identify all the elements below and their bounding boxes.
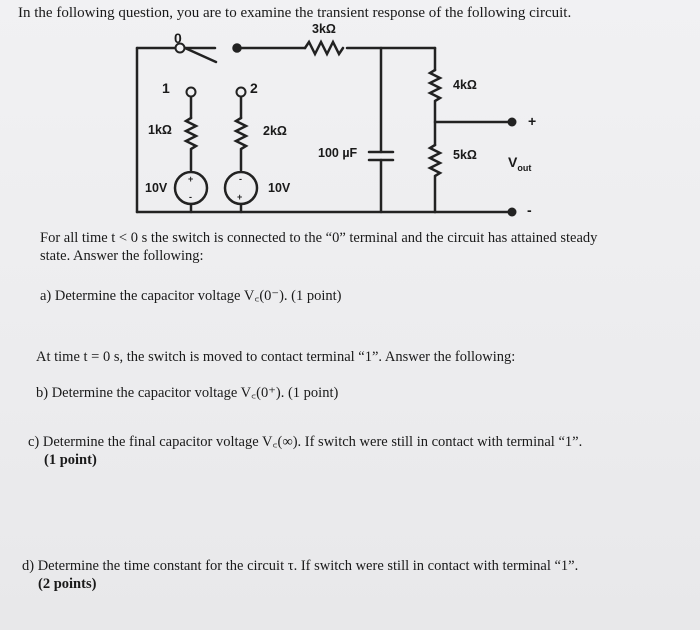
question-c-line-1: c) Determine the final capacitor voltage V꜀(∞). If switch were still in contact with terminal “1”.: [28, 434, 583, 450]
resistor-3k-label: 3kΩ: [312, 22, 336, 36]
svg-text:+: +: [188, 174, 194, 184]
resistor-5k: [430, 145, 440, 176]
resistor-4k-label: 4kΩ: [453, 78, 477, 92]
vout-label: [508, 154, 531, 173]
resistor-2k-label: 2kΩ: [263, 124, 287, 138]
intro-text: In the following question, you are to examine the transient response of the following circuit.: [18, 5, 572, 21]
svg-text:-: -: [189, 192, 192, 202]
resistor-1k: [186, 118, 196, 149]
capacitor-label: 100 µF: [318, 146, 358, 160]
vout-minus-label: -: [527, 202, 532, 218]
vout-letter: V: [508, 154, 518, 170]
paragraph-2: At time t = 0 s, the switch is moved to contact terminal “1”. Answer the following:: [36, 349, 516, 365]
source-mid-label: 10V: [268, 181, 291, 195]
vout-subscript: out: [517, 162, 532, 173]
vout-plus-label: +: [528, 113, 537, 129]
terminal-2: [237, 88, 246, 97]
question-d-line-1: d) Determine the time constant for the circuit τ. If switch were still in contact with terminal “1”.: [22, 558, 579, 574]
resistor-4k: [430, 70, 440, 101]
terminal-0-label: 0: [174, 30, 182, 46]
question-a: a) Determine the capacitor voltage V꜀(0⁻). (1 point): [40, 288, 342, 304]
paragraph-1-line-2: state. Answer the following:: [40, 248, 204, 264]
circuit-diagram: [0, 0, 700, 240]
resistor-1k-label: 1kΩ: [148, 123, 172, 137]
paragraph-1-line-1: For all time t < 0 s the switch is connected to the “0” terminal and the circuit has attained steady: [40, 230, 598, 246]
question-b: b) Determine the capacitor voltage V꜀(0⁺). (1 point): [36, 385, 339, 401]
resistor-3k: [305, 42, 343, 54]
svg-text:-: -: [239, 174, 242, 184]
terminal-1: [187, 88, 196, 97]
resistor-5k-label: 5kΩ: [453, 148, 477, 162]
question-d-line-2: (2 points): [38, 576, 97, 592]
vout-plus-node: [508, 118, 517, 127]
svg-text:+: +: [237, 192, 243, 202]
terminal-2-label: 2: [250, 80, 258, 96]
terminal-1-label: 1: [162, 80, 170, 96]
question-c-line-2: (1 point): [44, 452, 97, 468]
vout-minus-node: [508, 208, 517, 217]
resistor-2k: [236, 118, 246, 149]
source-left-label: 10V: [145, 181, 168, 195]
